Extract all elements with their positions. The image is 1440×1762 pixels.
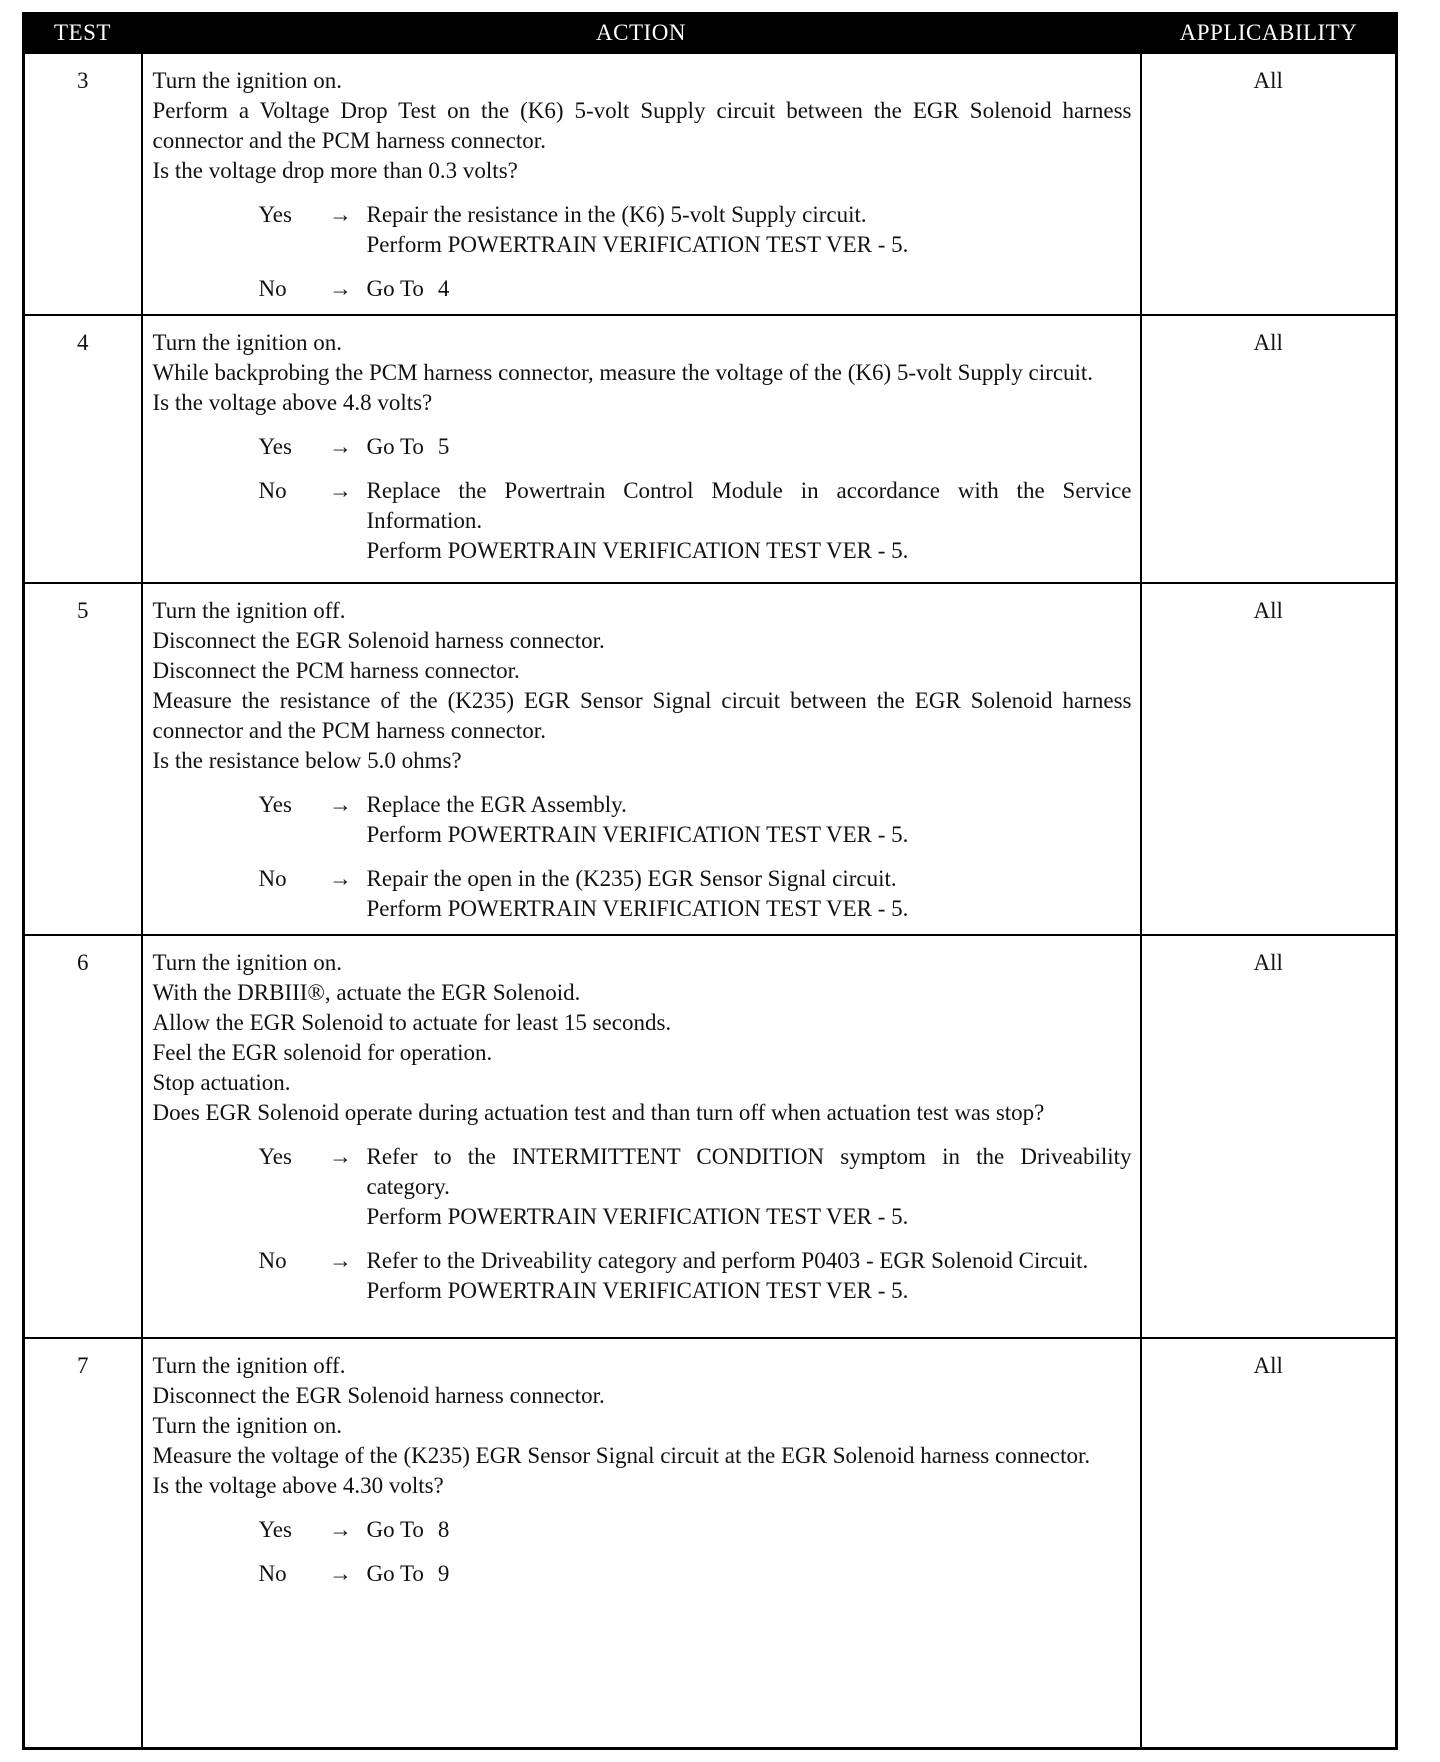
action-step: Perform a Voltage Drop Test on the (K6) 5-volt Supply circuit between the EGR Solenoid harness connector and the PCM harness connector. [152, 98, 1132, 153]
result-line: Perform POWERTRAIN VERIFICATION TEST VER - 5. [366, 822, 909, 847]
action-cell [142, 315, 1141, 583]
table-row [24, 53, 1397, 316]
no-label: No [258, 478, 287, 503]
action-step: Turn the ignition on. [152, 950, 343, 975]
applicability-cell: All [1141, 935, 1397, 1338]
diagnostic-table [22, 12, 1398, 1750]
result-line: Perform POWERTRAIN VERIFICATION TEST VER - 5. [366, 1204, 909, 1229]
action-step: Turn the ignition on. [152, 1413, 343, 1438]
yes-label: Yes [258, 1517, 292, 1542]
result-line: Repair the resistance in the (K6) 5-volt Supply circuit. [366, 202, 867, 227]
arrow-icon: → [329, 792, 352, 817]
action-step: Is the voltage drop more than 0.3 volts? [152, 158, 518, 183]
action-cell [142, 583, 1141, 935]
action-step: Allow the EGR Solenoid to actuate for least 15 seconds. [152, 1010, 672, 1035]
no-result [367, 476, 1132, 566]
result-line: Replace the EGR Assembly. [366, 792, 627, 817]
no-result [367, 274, 1132, 304]
action-step: Measure the resistance of the (K235) EGR Sensor Signal circuit between the EGR Solenoid harness connector and the PCM harness connector. [152, 688, 1132, 743]
no-response [153, 864, 1132, 924]
yes-label: Yes [258, 202, 292, 227]
action-step: With the DRBIII®, actuate the EGR Solenoid. [152, 980, 581, 1005]
test-number: 4 [24, 315, 142, 583]
goto-label: Go To [366, 1517, 424, 1542]
action-step: Is the voltage above 4.8 volts? [152, 390, 433, 415]
yes-result [367, 1142, 1132, 1232]
no-response [153, 1559, 1132, 1589]
result-line: Perform POWERTRAIN VERIFICATION TEST VER - 5. [366, 538, 909, 563]
no-label: No [258, 1561, 287, 1586]
result-line: Refer to the INTERMITTENT CONDITION symptom in the Driveability category. [366, 1144, 1132, 1199]
test-number: 7 [24, 1338, 142, 1749]
no-response [153, 274, 1132, 304]
test-number: 3 [24, 53, 142, 316]
action-cell [142, 53, 1141, 316]
action-step: Measure the voltage of the (K235) EGR Sensor Signal circuit at the EGR Solenoid harness connector. [152, 1443, 1091, 1468]
arrow-icon: → [329, 866, 352, 891]
action-step: Turn the ignition on. [152, 68, 343, 93]
goto-label: Go To [366, 276, 424, 301]
action-step: Turn the ignition off. [152, 1353, 346, 1378]
applicability-cell: All [1141, 583, 1397, 935]
arrow-icon: → [329, 1144, 352, 1169]
yes-label: Yes [258, 792, 292, 817]
goto-target: 5 [437, 434, 450, 459]
table-row [24, 935, 1397, 1338]
yes-response [153, 200, 1132, 260]
yes-result [367, 432, 1132, 462]
goto-target: 8 [437, 1517, 450, 1542]
goto-label: Go To [366, 434, 424, 459]
result-line: Perform POWERTRAIN VERIFICATION TEST VER - 5. [366, 1278, 909, 1303]
yes-result [367, 790, 1132, 850]
arrow-icon: → [329, 276, 352, 301]
arrow-icon: → [329, 1517, 352, 1542]
test-number: 5 [24, 583, 142, 935]
action-step: Disconnect the PCM harness connector. [152, 658, 520, 683]
no-response [153, 1246, 1132, 1306]
result-line: Replace the Powertrain Control Module in accordance with the Service Information. [366, 478, 1132, 533]
applicability-cell: All [1141, 315, 1397, 583]
no-label: No [258, 276, 287, 301]
table-row [24, 583, 1397, 935]
arrow-icon: → [329, 1561, 352, 1586]
goto-target: 4 [437, 276, 450, 301]
action-step: Does EGR Solenoid operate during actuation test and than turn off when actuation test was stop? [152, 1100, 1045, 1125]
yes-response [153, 1142, 1132, 1232]
yes-result [367, 1515, 1132, 1545]
result-line: Perform POWERTRAIN VERIFICATION TEST VER - 5. [366, 232, 909, 257]
action-step: Is the voltage above 4.30 volts? [152, 1473, 444, 1498]
arrow-icon: → [329, 1248, 352, 1273]
yes-result [367, 200, 1132, 260]
header-action: ACTION [142, 14, 1141, 53]
action-step: Feel the EGR solenoid for operation. [152, 1040, 493, 1065]
table-row [24, 1338, 1397, 1749]
result-line: Refer to the Driveability category and perform P0403 - EGR Solenoid Circuit. [366, 1248, 1089, 1273]
no-response [153, 476, 1132, 566]
applicability-cell: All [1141, 1338, 1397, 1749]
yes-label: Yes [258, 1144, 292, 1169]
arrow-icon: → [329, 478, 352, 503]
header-applicability: APPLICABILITY [1141, 14, 1397, 53]
yes-response [153, 1515, 1132, 1545]
yes-response [153, 432, 1132, 462]
table-row [24, 315, 1397, 583]
applicability-cell: All [1141, 53, 1397, 316]
no-label: No [258, 866, 287, 891]
result-line: Perform POWERTRAIN VERIFICATION TEST VER - 5. [366, 896, 909, 921]
no-label: No [258, 1248, 287, 1273]
no-result [367, 864, 1132, 924]
no-result [367, 1559, 1132, 1589]
action-step: Disconnect the EGR Solenoid harness connector. [152, 1383, 605, 1408]
action-step: Turn the ignition off. [152, 598, 346, 623]
arrow-icon: → [329, 434, 352, 459]
yes-label: Yes [258, 434, 292, 459]
action-step: Turn the ignition on. [152, 330, 343, 355]
diagnostic-table-page [22, 12, 1398, 1750]
test-number: 6 [24, 935, 142, 1338]
goto-label: Go To [366, 1561, 424, 1586]
table-header-row [24, 14, 1397, 53]
result-line: Repair the open in the (K235) EGR Sensor Signal circuit. [366, 866, 897, 891]
action-cell [142, 935, 1141, 1338]
arrow-icon: → [329, 202, 352, 227]
action-step: Is the resistance below 5.0 ohms? [152, 748, 462, 773]
header-test: TEST [24, 14, 142, 53]
goto-target: 9 [437, 1561, 450, 1586]
action-step: While backprobing the PCM harness connector, measure the voltage of the (K6) 5-volt Supply circuit. [152, 360, 1094, 385]
action-cell [142, 1338, 1141, 1749]
no-result [367, 1246, 1132, 1306]
yes-response [153, 790, 1132, 850]
action-step: Stop actuation. [152, 1070, 291, 1095]
action-step: Disconnect the EGR Solenoid harness connector. [152, 628, 605, 653]
